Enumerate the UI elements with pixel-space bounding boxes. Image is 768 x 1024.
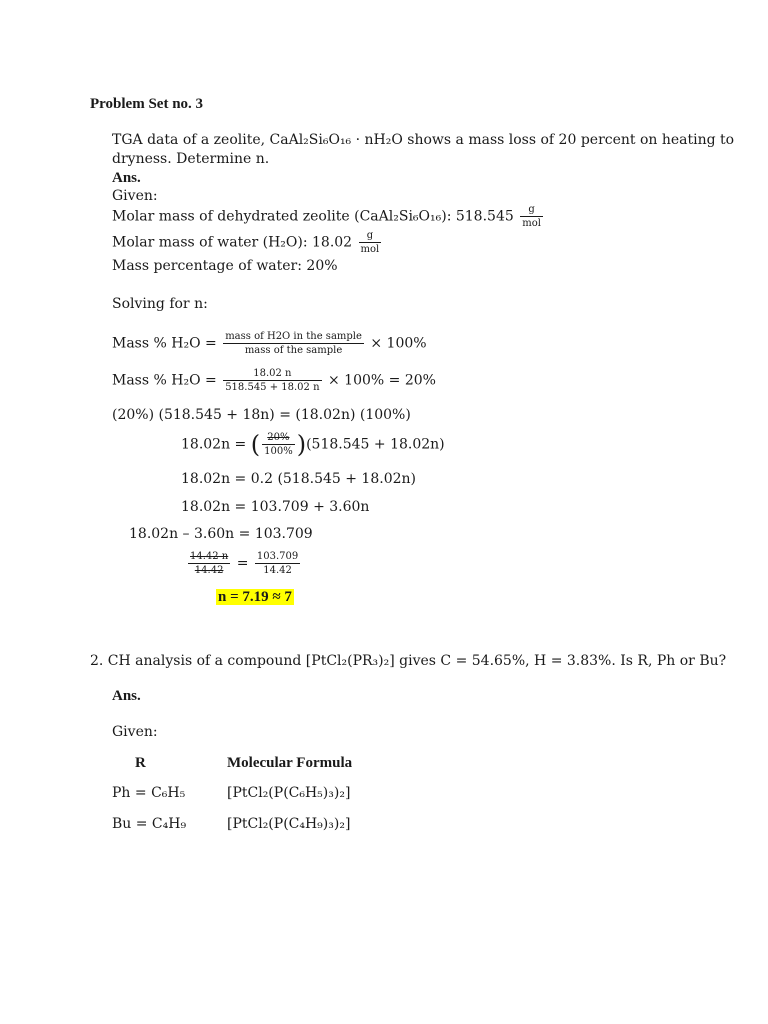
answer-heading-2: Ans. xyxy=(112,688,141,704)
problem-1-line-2: dryness. Determine n. xyxy=(112,151,270,167)
table-row-formula: [PtCl₂(P(C₄H₉)₃)₂] xyxy=(227,816,351,832)
equation-8-left-denominator: 14.42 xyxy=(194,565,224,576)
equation-5: 18.02n = 0.2 (518.545 + 18.02n) xyxy=(181,471,416,487)
equation-2-lhs: Mass % H₂O = xyxy=(112,372,217,389)
problem-2-question: 2. CH analysis of a compound [PtCl₂(PR₃)₂] gives C = 54.65%, H = 3.83%. Is R, Ph or Bu? xyxy=(90,653,727,669)
molar-mass-water-text: Molar mass of water (H₂O): 18.02 xyxy=(112,234,353,251)
equation-8-left-fraction xyxy=(188,551,230,576)
column-header-formula: Molecular Formula xyxy=(227,755,353,771)
table-row-r: Ph = C₆H₅ xyxy=(112,785,186,801)
left-paren: ( xyxy=(250,430,261,459)
equation-8-left-numerator: 14.42 n xyxy=(190,551,229,562)
equation-8-equals: = xyxy=(236,555,249,572)
equation-7: 18.02n – 3.60n = 103.709 xyxy=(129,526,313,542)
equation-4-numerator: 20% xyxy=(262,432,295,445)
equation-4-lhs: 18.02n = xyxy=(181,436,247,453)
molar-mass-dehydrated-text: Molar mass of dehydrated zeolite (CaAl₂Si₆O₁₆): 518.545 xyxy=(112,208,514,225)
equation-4-rhs: (518.545 + 18.02n) xyxy=(306,436,445,453)
unit-numerator: g xyxy=(520,204,543,217)
equation-1-rhs: × 100% xyxy=(370,335,427,352)
molar-mass-water xyxy=(112,230,383,255)
final-answer-highlight: n = 7.19 ≈ 7 xyxy=(218,589,292,605)
equation-4-denominator: 100% xyxy=(264,446,293,457)
equation-6: 18.02n = 103.709 + 3.60n xyxy=(181,499,370,515)
equation-4-fraction xyxy=(262,432,295,457)
unit-g-per-mol-2 xyxy=(359,230,382,255)
equation-8 xyxy=(186,551,302,576)
right-paren: ) xyxy=(296,430,307,459)
equation-3: (20%) (518.545 + 18n) = (18.02n) (100%) xyxy=(112,407,411,423)
given-label-1: Given: xyxy=(112,188,158,204)
final-answer xyxy=(216,590,294,605)
unit-numerator-2: g xyxy=(359,230,382,243)
equation-2 xyxy=(112,368,436,393)
table-row-r: Bu = C₄H₉ xyxy=(112,816,187,832)
equation-1-denominator: mass of the sample xyxy=(244,345,343,356)
given-label-2: Given: xyxy=(112,724,158,740)
equation-2-denominator: 518.545 + 18.02 n xyxy=(225,382,320,393)
unit-denominator: mol xyxy=(522,218,541,229)
equation-8-right-numerator: 103.709 xyxy=(256,551,299,562)
equation-2-rhs: × 100% = 20% xyxy=(327,372,436,389)
equation-1-lhs: Mass % H₂O = xyxy=(112,335,217,352)
equation-8-right-denominator: 14.42 xyxy=(263,565,292,576)
equation-1-fraction xyxy=(223,331,364,356)
page-title: Problem Set no. 3 xyxy=(90,96,204,112)
equation-2-numerator: 18.02 n xyxy=(223,368,321,381)
table-row-formula: [PtCl₂(P(C₆H₅)₃)₂] xyxy=(227,785,351,801)
solving-label: Solving for n: xyxy=(112,296,208,312)
equation-1-numerator: mass of H2O in the sample xyxy=(225,331,362,342)
equation-2-fraction xyxy=(223,368,321,393)
answer-heading-1: Ans. xyxy=(112,170,141,186)
equation-4 xyxy=(181,432,445,457)
equation-1 xyxy=(112,331,427,356)
equation-8-right-fraction xyxy=(255,551,300,576)
mass-percent-water: Mass percentage of water: 20% xyxy=(112,258,338,274)
column-header-r: R xyxy=(135,755,146,771)
problem-1-line-1: TGA data of a zeolite, CaAl₂Si₆O₁₆ · nH₂O shows a mass loss of 20 percent on heating to xyxy=(112,132,735,148)
unit-g-per-mol xyxy=(520,204,543,229)
unit-denominator-2: mol xyxy=(360,244,380,255)
molar-mass-dehydrated xyxy=(112,204,545,229)
